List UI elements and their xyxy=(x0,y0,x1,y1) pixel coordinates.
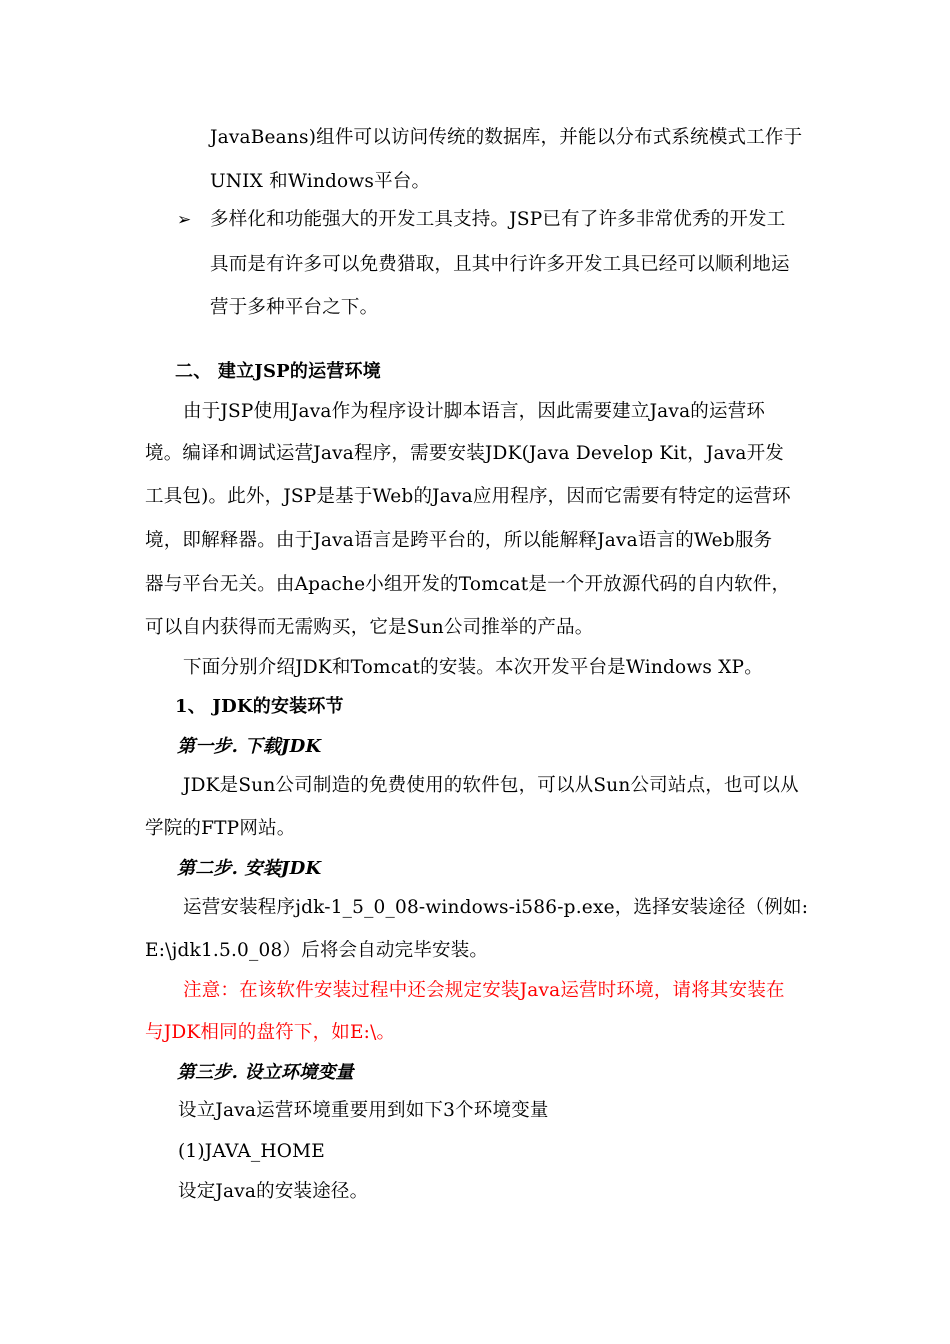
step2-line2: E:\jdk1.5.0_08）后将会自动完毕安装。 xyxy=(145,940,489,961)
arrow-bullet-icon: ➢ xyxy=(177,210,192,230)
step3-text: 设立Java运营环境重要用到如下3个环境变量 xyxy=(178,1100,549,1121)
para1-line3: 工具包)。此外，JSP是基于Web的Java应用程序，因而它需要有特定的运营环 xyxy=(145,486,791,507)
step3-heading: 第三步. 设立环境变量 xyxy=(177,1062,354,1083)
step2-line1: 运营安装程序jdk-1_5_0_08-windows-i586-p.exe，选择安装途径（例如: xyxy=(183,897,809,918)
bullet2-line3: 营于多种平台之下。 xyxy=(210,297,379,318)
para1-line2: 境。编译和调试运营Java程序，需要安装JDK(Java Develop Kit，Java开发 xyxy=(145,443,784,464)
subheading-jdk-install: 1、 JDK的安装环节 xyxy=(175,696,344,717)
step1-line1: JDK是Sun公司制造的免费使用的软件包，可以从Sun公司站点，也可以从 xyxy=(183,775,799,796)
step2-heading: 第二步. 安装JDK xyxy=(177,858,322,879)
note-line2: 与JDK相同的盘符下，如E:\。 xyxy=(145,1022,396,1043)
para1-line5: 器与平台无关。由Apache小组开发的Tomcat是一个开放源代码的自内软件， xyxy=(145,574,791,595)
bullet2-line1: 多样化和功能强大的开发工具支持。JSP已有了许多非常优秀的开发工 xyxy=(210,209,786,230)
bullet1-line2: UNIX 和Windows平台。 xyxy=(210,171,431,192)
bullet1-line1: JavaBeans)组件可以访问传统的数据库，并能以分布式系统模式工作于 xyxy=(210,127,803,148)
para1-line4: 境，即解释器。由于Java语言是跨平台的，所以能解释Java语言的Web服务 xyxy=(145,530,773,551)
para1-line1: 由于JSP使用Java作为程序设计脚本语言，因此需要建立Java的运营环 xyxy=(183,401,766,422)
bullet2-line2: 具而是有许多可以免费猎取，且其中行许多开发工具已经可以顺利地运 xyxy=(210,254,790,275)
para2: 下面分别介绍JDK和Tomcat的安装。本次开发平台是Windows XP。 xyxy=(183,657,763,678)
note-line1: 注意：在该软件安装过程中还会规定安装Java运营时环境，请将其安装在 xyxy=(183,980,785,1001)
env1-desc: 设定Java的安装途径。 xyxy=(178,1181,369,1202)
para1-line6: 可以自内获得而无需购买，它是Sun公司推举的产品。 xyxy=(145,617,594,638)
step1-line2: 学院的FTP网站。 xyxy=(145,818,296,839)
section-heading: 二、 建立JSP的运营环境 xyxy=(175,361,381,382)
step1-heading: 第一步. 下载JDK xyxy=(177,736,322,757)
env1-label: (1)JAVA_HOME xyxy=(178,1141,325,1162)
